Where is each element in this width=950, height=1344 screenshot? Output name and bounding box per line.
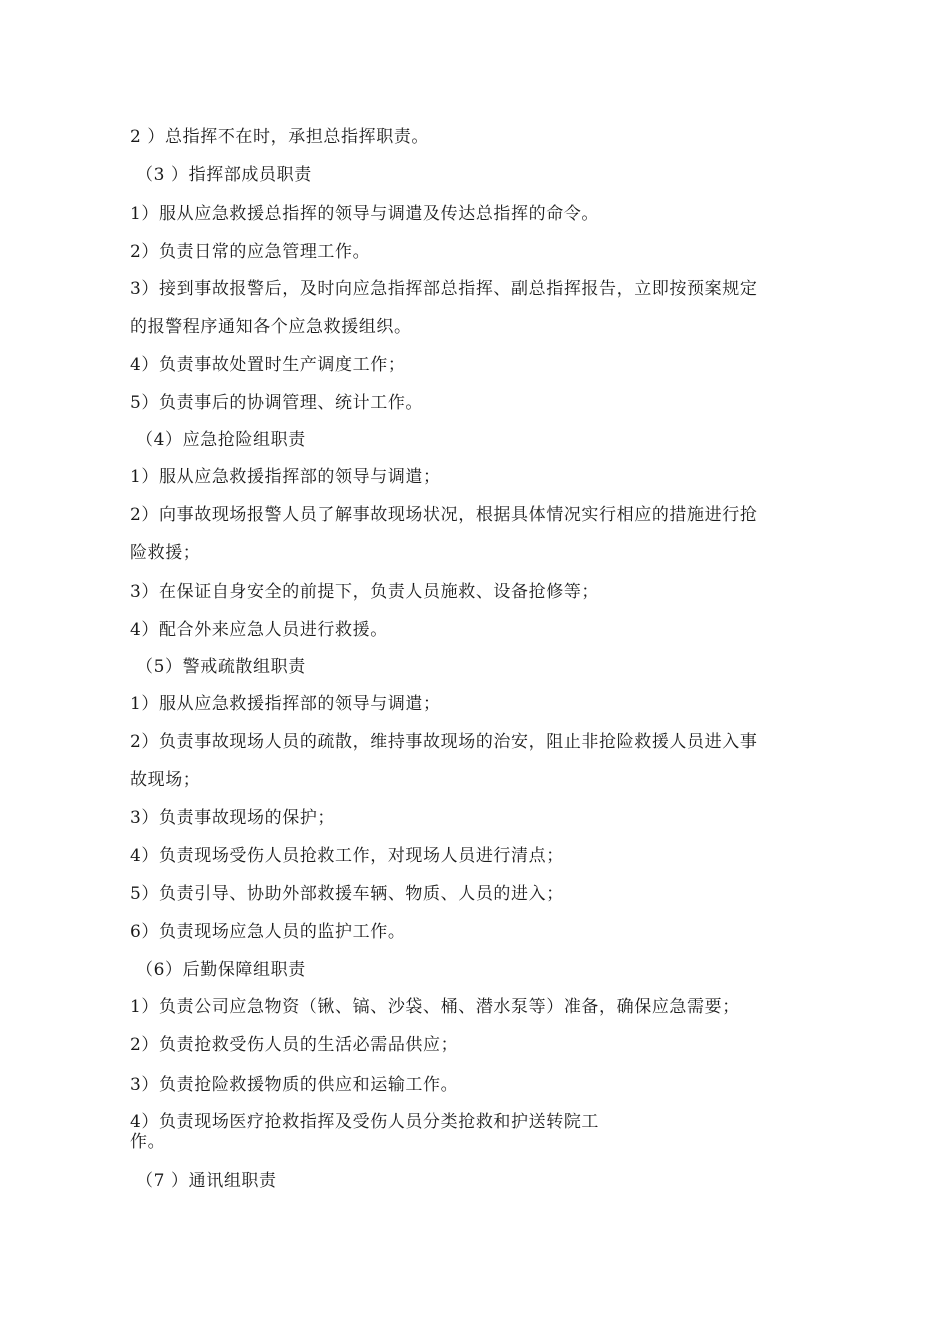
text-line: 2）负责日常的应急管理工作。	[130, 242, 371, 262]
text-line: 1）负责公司应急物资（锹、镐、沙袋、桶、潜水泵等）准备，确保应急需要；	[130, 997, 740, 1017]
section-heading: （5）警戒疏散组职责	[136, 657, 306, 677]
text-line: 1）服从应急救援总指挥的领导与调遣及传达总指挥的命令。	[130, 204, 600, 224]
text-line: 6）负责现场应急人员的监护工作。	[130, 922, 406, 942]
text-line: 5）负责引导、协助外部救援车辆、物质、人员的进入；	[130, 884, 564, 904]
text-line: 4）配合外来应急人员进行救援。	[130, 620, 388, 640]
text-line: 险救援；	[130, 543, 201, 563]
text-line: 1）服从应急救援指挥部的领导与调遣；	[130, 694, 441, 714]
section-heading: （7 ）通讯组职责	[136, 1171, 277, 1191]
text-line: 2）负责事故现场人员的疏散，维持事故现场的治安，阻止非抢险救援人员进入事	[130, 732, 758, 752]
text-line: 2）向事故现场报警人员了解事故现场状况，根据具体情况实行相应的措施进行抢	[130, 505, 758, 525]
text-line: 4）负责事故处置时生产调度工作；	[130, 355, 406, 375]
text-line: 的报警程序通知各个应急救援组织。	[130, 317, 412, 337]
text-line: 1）服从应急救援指挥部的领导与调遣；	[130, 467, 441, 487]
text-line: 5）负责事后的协调管理、统计工作。	[130, 393, 424, 413]
text-line: 2 ）总指挥不在时，承担总指挥职责。	[130, 127, 430, 147]
text-line: 4）负责现场医疗抢救指挥及受伤人员分类抢救和护送转院工	[130, 1112, 600, 1132]
text-line: 作。	[130, 1132, 166, 1152]
text-line: 3）负责抢险救援物质的供应和运输工作。	[130, 1075, 459, 1095]
text-line: 故现场；	[130, 770, 201, 790]
text-line: 4）负责现场受伤人员抢救工作，对现场人员进行清点；	[130, 846, 564, 866]
text-line: 3）接到事故报警后，及时向应急指挥部总指挥、副总指挥报告，立即按预案规定	[130, 279, 758, 299]
text-line: 3）在保证自身安全的前提下，负责人员施救、设备抢修等；	[130, 582, 600, 602]
text-line: 3）负责事故现场的保护；	[130, 808, 336, 828]
section-heading: （6）后勤保障组职责	[136, 960, 306, 980]
section-heading: （3 ）指挥部成员职责	[136, 165, 312, 185]
text-line: 2）负责抢救受伤人员的生活必需品供应；	[130, 1035, 459, 1055]
section-heading: （4）应急抢险组职责	[136, 430, 306, 450]
